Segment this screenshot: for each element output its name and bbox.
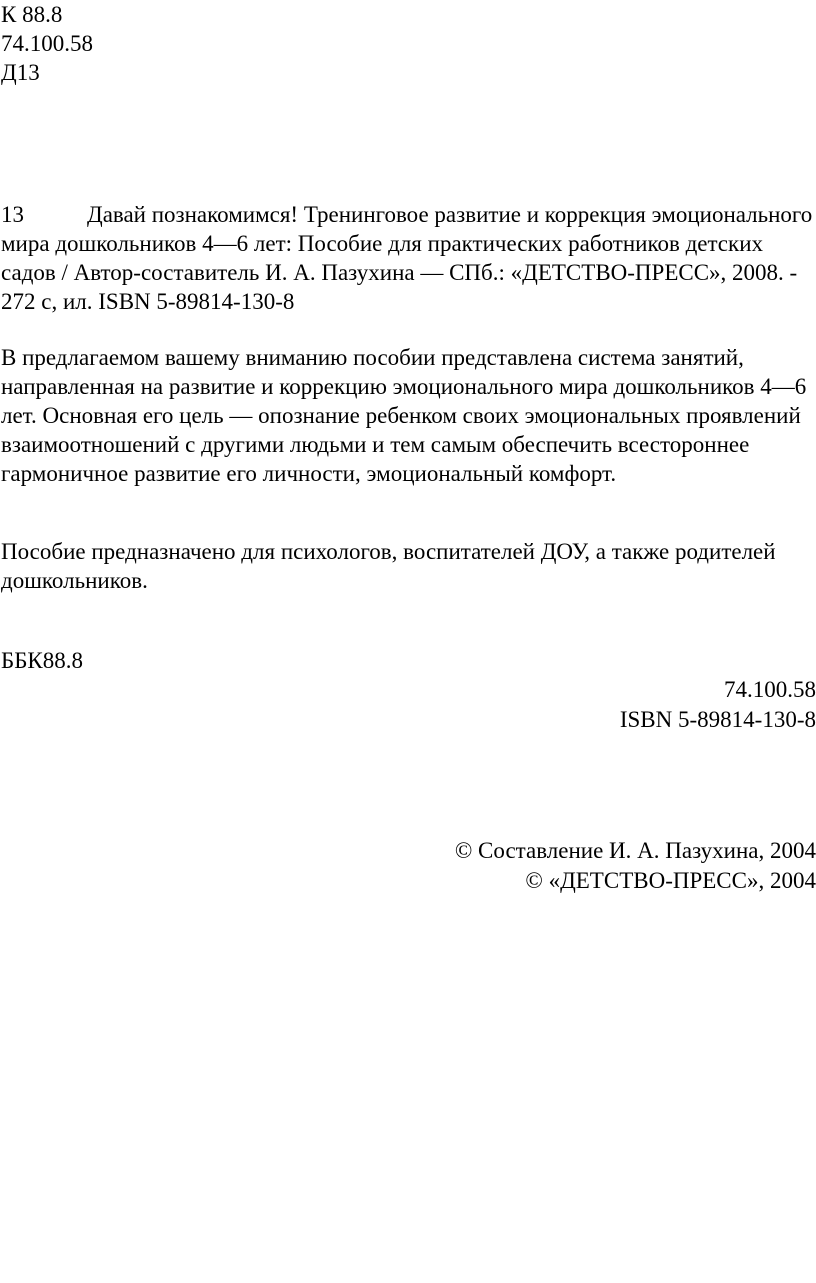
classification-code: 74.100.58 <box>724 677 816 702</box>
copyright-block <box>216 836 816 896</box>
bib-text: Давай познакомимся! Тренинговое развитие и коррекция эмоционального мира дошкольников 4—6 лет: Пособие для практических работников детских садов / Автор-составитель И. А. Пазухина — СПб.: «ДЕТСТВО-ПРЕСС», 2008. - 272 с, ил. ISBN 5-89814-130-8 <box>1 202 813 314</box>
bibliographic-description <box>1 200 813 316</box>
udc-subcode: 74.100.58 <box>1 31 93 56</box>
annotation-paragraph: В предлагаемом вашему вниманию пособии представлена система занятий, направленная на развитие и коррекцию эмоционального мира дошкольников 4—6 лет. Основная его цель — опознание ребенком своих эмоциональных проявлений взаимоотношений с другими людьми и тем самым обеспечить всестороннее гармоничное развитие его личности, эмоциональный комфорт. <box>1 345 807 486</box>
copyright-publisher: © «ДЕТСТВО-ПРЕСС», 2004 <box>525 868 816 893</box>
copyright-compiler: © Составление И. А. Пазухина, 2004 <box>454 838 816 863</box>
bib-number: 13 <box>1 202 24 227</box>
isbn-number: ISBN 5-89814-130-8 <box>619 707 816 732</box>
udc-code: К 88.8 <box>1 2 63 27</box>
udc-index-block <box>1 0 93 87</box>
classification-block <box>216 675 816 735</box>
author-mark: Д13 <box>1 60 40 85</box>
audience-paragraph: Пособие предназначено для психологов, воспитателей ДОУ, а также родителей дошкольников. <box>1 539 776 593</box>
bbk-code: ББК88.8 <box>1 648 84 673</box>
